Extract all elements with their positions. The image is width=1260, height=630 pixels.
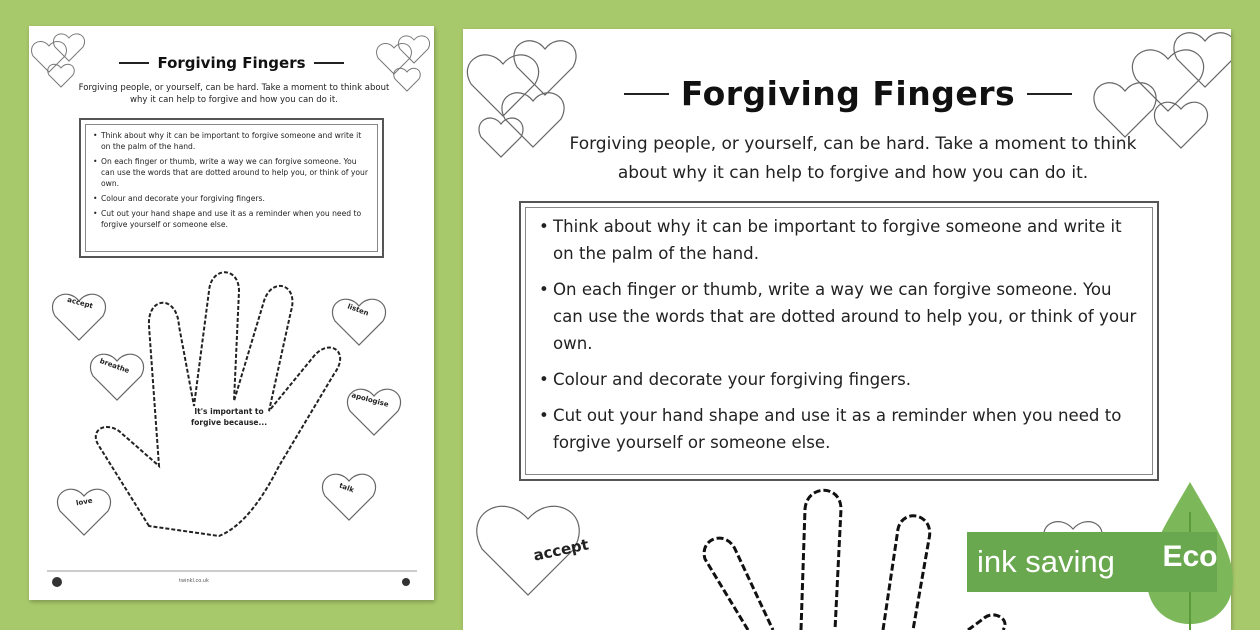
palm-prompt-line: It's important to: [194, 407, 264, 416]
page-title: Forgiving Fingers: [157, 54, 306, 72]
instruction-item: • Cut out your hand shape and use it as a reminder when you need to forgive yourself or someone else.: [539, 402, 1143, 456]
hand-outline: [96, 272, 340, 536]
heart-word-apologise: apologise: [350, 391, 390, 409]
ink-saving-badge: [967, 482, 1257, 630]
instruction-item: • Cut out your hand shape and use it as a reminder when you need to forgive yourself or someone else.: [93, 208, 372, 230]
heart-word-talk: talk: [338, 481, 356, 495]
instruction-item: • On each finger or thumb, write a way we can forgive someone. You can use the words that are dotted around to help you, or think of your own.: [539, 276, 1143, 357]
heart-word-listen: listen: [346, 302, 370, 318]
worksheet-thumbnail: [29, 26, 434, 600]
instruction-item: • On each finger or thumb, write a way we can forgive someone. You can use the words that are dotted around to help you, or think of your own.: [93, 156, 372, 189]
heart-word-accept: accept: [531, 535, 591, 565]
instruction-item: • Colour and decorate your forgiving fingers.: [93, 193, 372, 204]
palm-prompt-line: forgive because...: [191, 418, 268, 427]
title-row: [558, 74, 1138, 113]
instructions-box: [79, 118, 384, 258]
instruction-item: • Think about why it can be important to forgive someone and write it on the palm of the hand.: [539, 213, 1143, 267]
title-row: [99, 54, 364, 72]
badge-label: ink saving: [967, 532, 1217, 592]
instruction-item: • Think about why it can be important to forgive someone and write it on the palm of the hand.: [93, 130, 372, 152]
intro-text: Forgiving people, or yourself, can be hard. Take a moment to think about why it can help to forgive and how you can do it.: [78, 83, 390, 105]
badge-eco-text: Eco: [1162, 540, 1218, 573]
heart-word-love: love: [75, 496, 94, 508]
instruction-item: • Colour and decorate your forgiving fingers.: [539, 366, 1143, 393]
footer-text: twinkl.co.uk: [179, 578, 209, 584]
intro-text: Forgiving people, or yourself, can be hard. Take a moment to think about why it can help to forgive and how you can do it.: [569, 134, 1137, 183]
heart-word-breathe: breathe: [98, 356, 131, 376]
heart-border-decoration: [29, 26, 434, 600]
heart-word-accept: accept: [66, 295, 94, 311]
palm-prompt: [191, 406, 267, 428]
instructions-box: [519, 201, 1159, 481]
page-title: Forgiving Fingers: [680, 74, 1016, 113]
